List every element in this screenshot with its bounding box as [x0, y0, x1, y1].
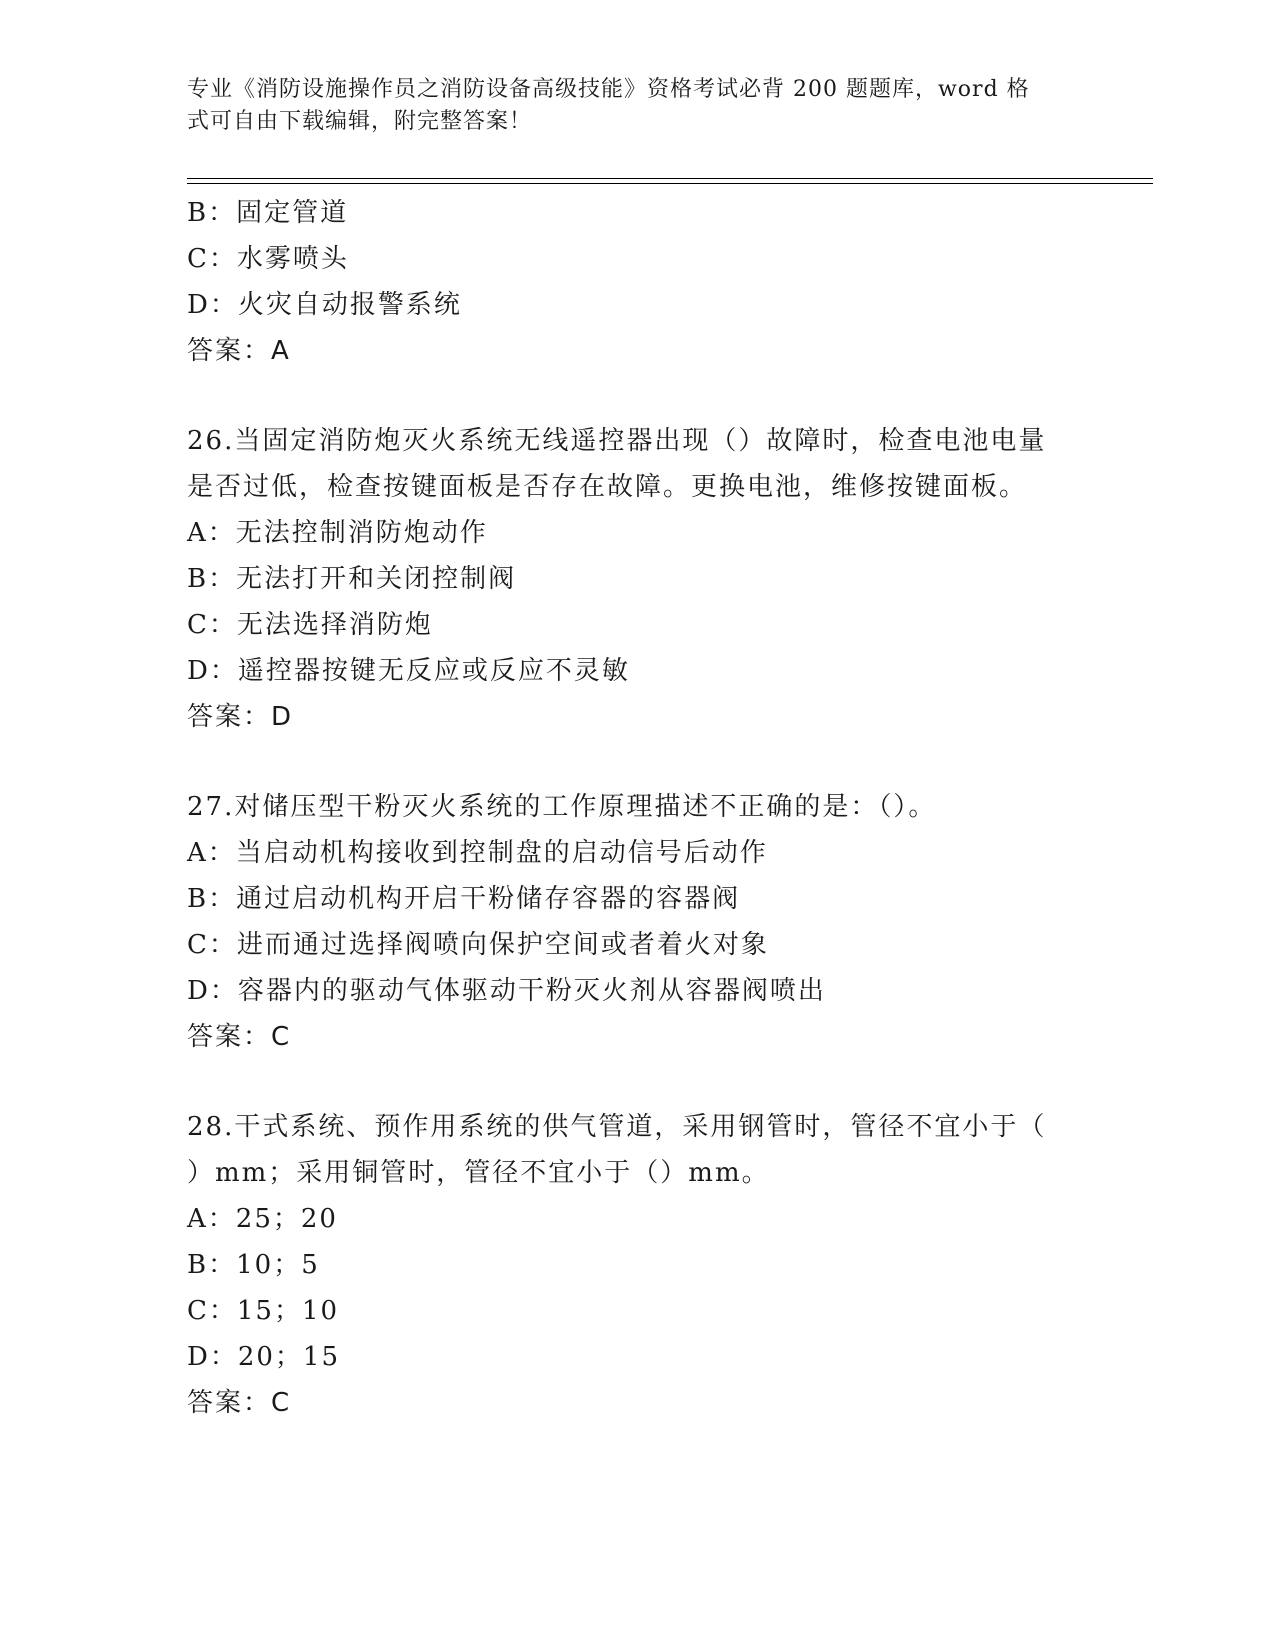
- header-divider-bottom: [187, 183, 1153, 184]
- option-a: A：当启动机构接收到控制盘的启动信号后动作: [187, 838, 768, 868]
- option-d: D：容器内的驱动气体驱动干粉灭火剂从容器阀喷出: [187, 976, 826, 1006]
- question-text-line: 28.干式系统、预作用系统的供气管道，采用钢管时，管径不宜小于（: [187, 1112, 1047, 1142]
- option-a: A：无法控制消防炮动作: [187, 518, 488, 548]
- header-line-1: 专业《消防设施操作员之消防设备高级技能》资格考试必背 200 题题库，word 格: [187, 77, 1030, 102]
- question-text-line: 26.当固定消防炮灭火系统无线遥控器出现（）故障时，检查电池电量: [187, 426, 1047, 456]
- question-28: [187, 1104, 1087, 1426]
- option-c: C：15；10: [187, 1296, 340, 1326]
- answer-line: 答案：A: [187, 336, 291, 366]
- answer-line: 答案：D: [187, 702, 294, 732]
- header-divider-top: [187, 178, 1153, 179]
- spacer: [187, 374, 1087, 418]
- option-a: A：25；20: [187, 1204, 338, 1234]
- document-body: [187, 190, 1087, 1426]
- spacer: [187, 740, 1087, 784]
- option-b: B：无法打开和关闭控制阀: [187, 564, 517, 594]
- document-header: [187, 74, 1067, 138]
- option-c: C：水雾喷头: [187, 244, 349, 274]
- option-d: D：20；15: [187, 1342, 341, 1372]
- option-b: B：通过启动机构开启干粉储存容器的容器阀: [187, 884, 741, 914]
- question-text-line: 27.对储压型干粉灭火系统的工作原理描述不正确的是：（）。: [187, 792, 937, 822]
- question-25-continued: [187, 190, 1087, 374]
- question-27: [187, 784, 1087, 1060]
- option-b: B：10；5: [187, 1250, 320, 1280]
- option-d: D：火灾自动报警系统: [187, 290, 462, 320]
- option-d: D：遥控器按键无反应或反应不灵敏: [187, 656, 630, 686]
- question-26: [187, 418, 1087, 740]
- question-text-line: ）mm；采用铜管时，管径不宜小于（）mm。: [187, 1158, 770, 1188]
- option-c: C：进而通过选择阀喷向保护空间或者着火对象: [187, 930, 769, 960]
- answer-line: 答案：C: [187, 1022, 292, 1052]
- option-b: B：固定管道: [187, 198, 349, 228]
- option-c: C：无法选择消防炮: [187, 610, 433, 640]
- answer-line: 答案：C: [187, 1388, 292, 1418]
- question-text-line: 是否过低，检查按键面板是否存在故障。更换电池，维修按键面板。: [187, 472, 1028, 502]
- spacer: [187, 1060, 1087, 1104]
- header-line-2: 式可自由下载编辑，附完整答案！: [187, 109, 533, 134]
